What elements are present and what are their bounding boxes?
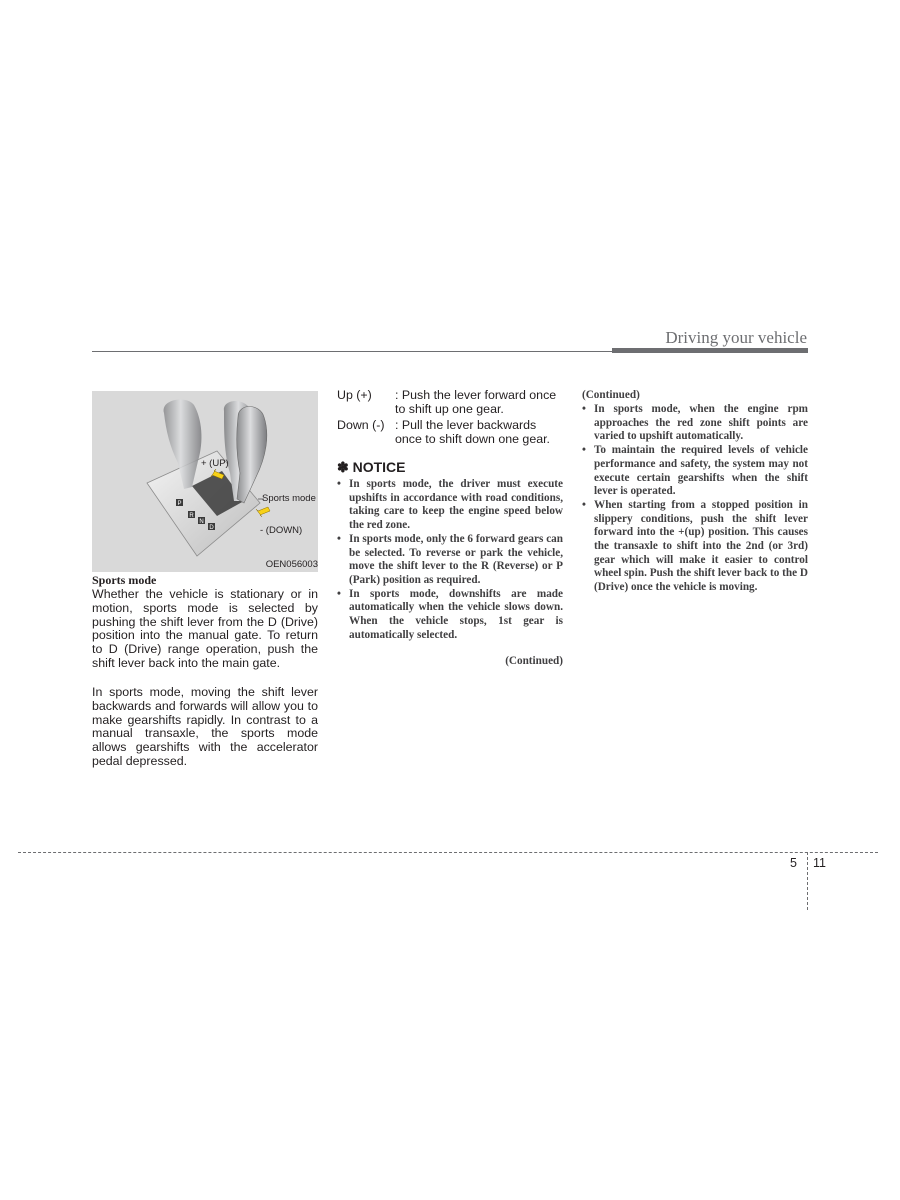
label-up: + (UP) bbox=[201, 458, 229, 469]
lever-main-front bbox=[237, 407, 267, 504]
header-section-title: Driving your vehicle bbox=[665, 328, 807, 347]
bullet-icon: • bbox=[337, 478, 341, 490]
list-item: • In sports mode, downshifts are made automatically when the vehicle slows down. When the vehicle stops, 1st gear is automatically selected. bbox=[337, 587, 563, 641]
definition-desc: : Pull the lever backwards once to shift down one gear. bbox=[395, 418, 550, 446]
bullet-icon: • bbox=[582, 444, 586, 457]
label-down: - (DOWN) bbox=[260, 525, 303, 536]
footer-page-number: 11 bbox=[813, 856, 826, 870]
figure-code: OEN056003 bbox=[265, 559, 318, 570]
definition-desc: : Push the lever forward once to shift up one gear. bbox=[395, 388, 557, 416]
list-item: • In sports mode, when the engine rpm approaches the red zone shift points are varied to upshift automatically. bbox=[582, 403, 808, 443]
gate-letter: R bbox=[189, 513, 194, 519]
shift-lever-figure bbox=[92, 391, 318, 572]
bullet-icon: • bbox=[582, 498, 586, 511]
bullet-icon: • bbox=[582, 403, 586, 415]
list-item: • When starting from a stopped position in slippery conditions, push the shift lever forward into the +(up) position. This causes the transaxle to shift into the 2nd (or 3rd) gear which will make it easier to control wheel spin. Push the shift lever back to the D (Drive) once the vehicle is moving. bbox=[582, 498, 808, 594]
arrow-down-icon bbox=[256, 507, 270, 517]
sports-mode-paragraph-1: Whether the vehicle is stationary or in motion, sports mode is selected by pushing the shift lever from the D (Drive) position into the manual gate. To return to D (Drive) range operation, push the shift lever back into the main gate. bbox=[92, 587, 318, 670]
footer-dashed-rule bbox=[18, 852, 878, 853]
bullet-icon: • bbox=[337, 587, 341, 600]
notice-list-middle bbox=[337, 478, 563, 642]
continued-label-bottom: (Continued) bbox=[505, 655, 563, 667]
header-rule bbox=[92, 351, 612, 352]
notice-title: ✽ NOTICE bbox=[337, 459, 406, 475]
list-item: • In sports mode, the driver must execute upshifts in accordance with road conditions, taking care to keep the engine speed below the red zone. bbox=[337, 478, 563, 532]
bullet-icon: • bbox=[337, 532, 341, 545]
header-accent-bar bbox=[612, 348, 808, 353]
sports-mode-paragraph-2: In sports mode, moving the shift lever backwards and forwards will allow you to make gearshifts rapidly. In contrast to a manual transaxle, the sports mode allows gearshifts with the accelerator pedal depressed. bbox=[92, 685, 318, 768]
list-item: • To maintain the required levels of vehicle performance and safety, the system may not execute certain gearshifts when the shift lever is operated. bbox=[582, 444, 808, 498]
footer-section-number: 5 bbox=[790, 856, 797, 870]
list-item: • In sports mode, only the 6 forward gears can be selected. To reverse or park the vehicle, move the shift lever to the R (Reverse) or P (Park) position as required. bbox=[337, 532, 563, 586]
definition-term: Up (+) bbox=[337, 388, 372, 402]
sports-mode-heading: Sports mode bbox=[92, 573, 157, 587]
gate-letter: D bbox=[209, 525, 214, 531]
label-sports-mode: Sports mode bbox=[262, 493, 316, 504]
continued-label-top: (Continued) bbox=[582, 389, 640, 401]
gate-letter: N bbox=[199, 519, 204, 525]
notice-list-right bbox=[582, 403, 808, 595]
footer-dashed-divider bbox=[807, 852, 808, 910]
shift-lever-illustration bbox=[92, 391, 318, 572]
definition-term: Down (-) bbox=[337, 418, 385, 432]
gate-letter: P bbox=[177, 501, 182, 507]
